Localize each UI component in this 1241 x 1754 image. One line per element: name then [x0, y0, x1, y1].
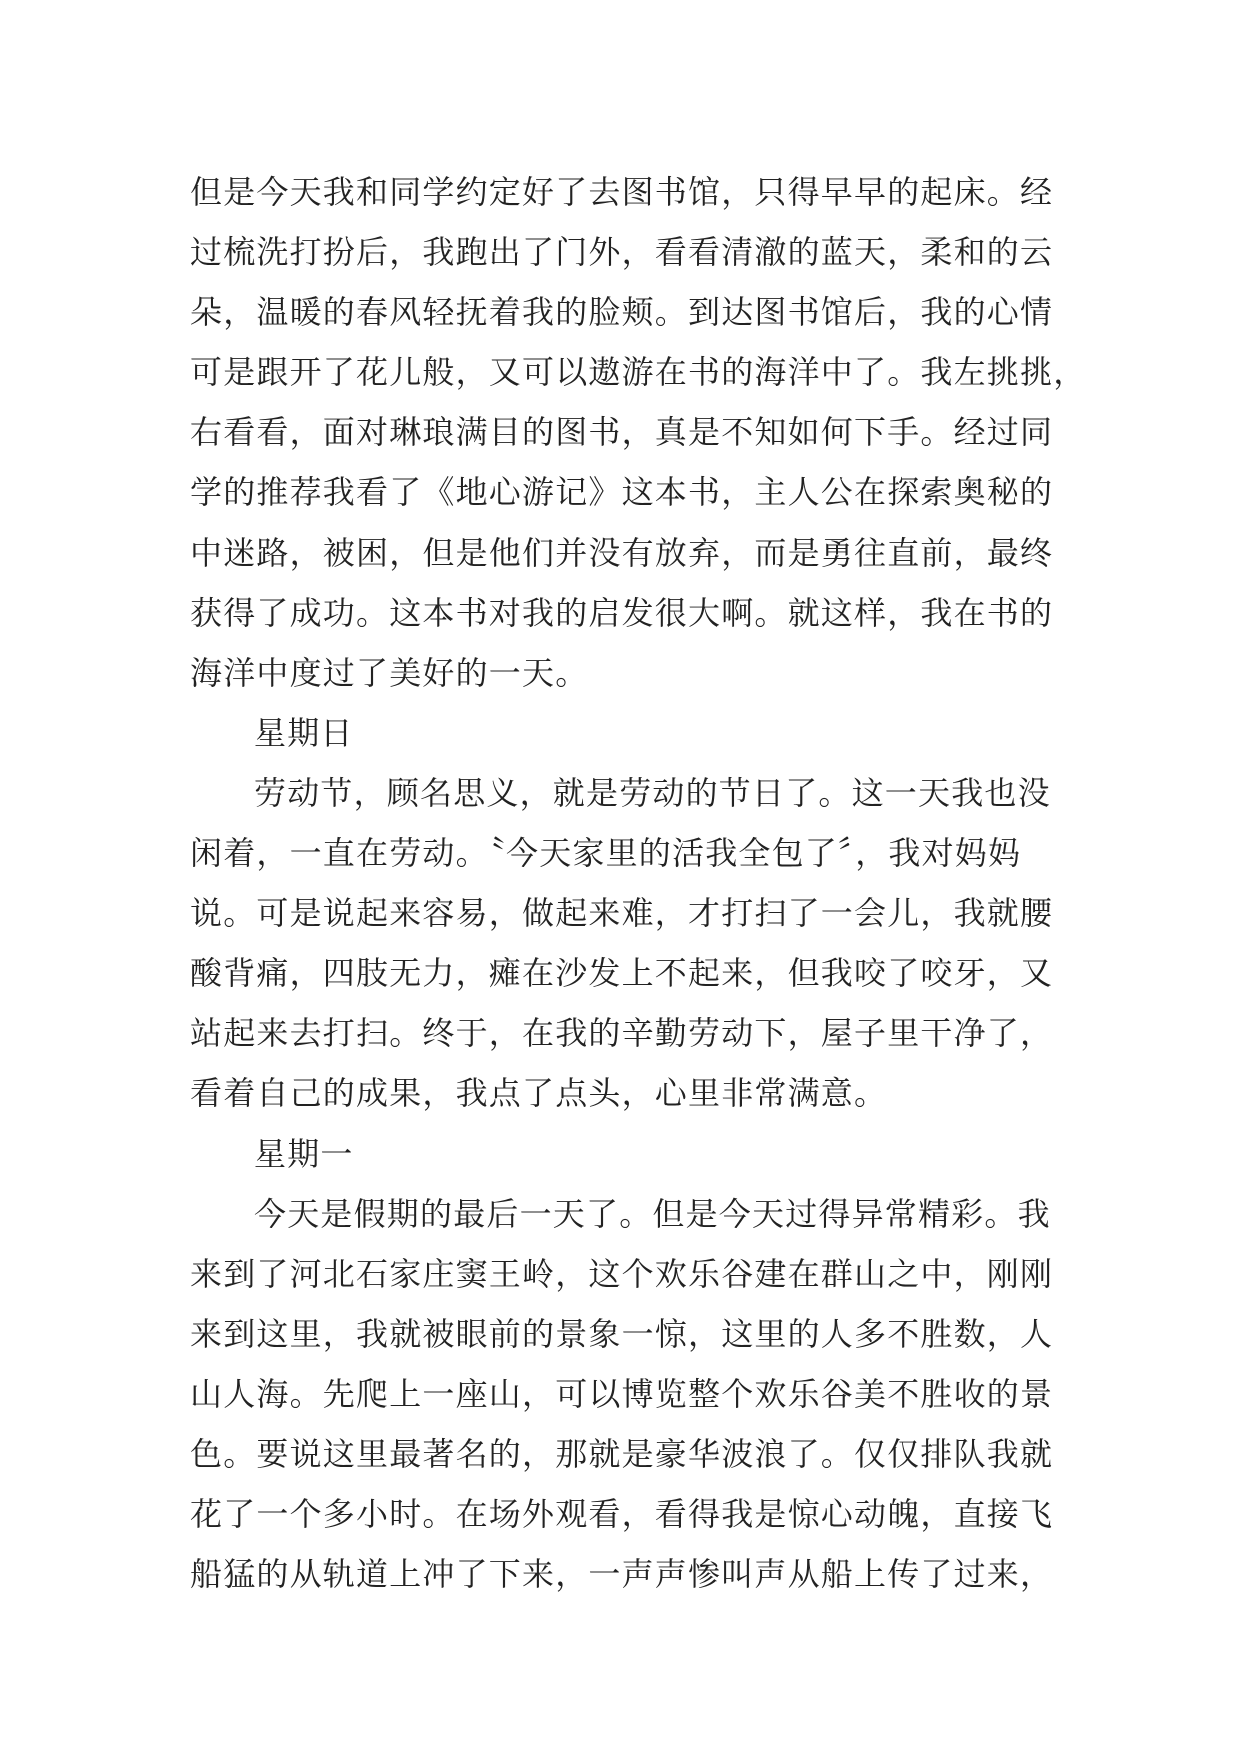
paragraph-first-line: 星期日: [254, 713, 354, 752]
document-body: [190, 162, 1087, 1604]
text-line: 闲着，一直在劳动。〝今天家里的活我全包了〞，我对妈妈: [190, 834, 1022, 873]
paragraph-first-line: 星期一: [254, 1134, 354, 1173]
text-line: 看着自己的成果，我点了点头，心里非常满意。: [190, 1074, 888, 1113]
text-line: 学的推荐我看了《地心游记》这本书，主人公在探索奥秘的: [190, 473, 1054, 512]
text-line: 可是跟开了花儿般，又可以遨游在书的海洋中了。我左挑挑，: [190, 353, 1087, 392]
text-line: 色。要说这里最著名的，那就是豪华波浪了。仅仅排队我就: [190, 1434, 1054, 1473]
text-line: 中迷路，被困，但是他们并没有放弃，而是勇往直前，最终: [190, 533, 1054, 572]
text-line: 获得了成功。这本书对我的启发很大啊。就这样，我在书的: [190, 593, 1054, 632]
text-line: 来到这里，我就被眼前的景象一惊，这里的人多不胜数，人: [190, 1314, 1054, 1353]
text-line: 山人海。先爬上一座山，可以博览整个欢乐谷美不胜收的景: [190, 1374, 1054, 1413]
text-line: 右看看，面对琳琅满目的图书，真是不知如何下手。经过同: [190, 413, 1054, 452]
text-line: 过梳洗打扮后，我跑出了门外，看看清澈的蓝天，柔和的云: [190, 233, 1054, 272]
text-line: 朵，温暖的春风轻抚着我的脸颊。到达图书馆后，我的心情: [190, 293, 1054, 332]
text-line: 海洋中度过了美好的一天。: [190, 653, 589, 692]
text-line: 船猛的从轨道上冲了下来，一声声惨叫声从船上传了过来，: [190, 1555, 1054, 1594]
paragraph-first-line: 今天是假期的最后一天了。但是今天过得异常精彩。我: [254, 1194, 1051, 1233]
paragraph-first-line: 劳动节，顾名思义，就是劳动的节日了。这一天我也没: [254, 773, 1051, 812]
text-line: 花了一个多小时。在场外观看，看得我是惊心动魄，直接飞: [190, 1495, 1054, 1534]
text-line: 但是今天我和同学约定好了去图书馆，只得早早的起床。经: [190, 173, 1054, 211]
text-line: 酸背痛，四肢无力，瘫在沙发上不起来，但我咬了咬牙，又: [190, 954, 1054, 993]
text-line: 站起来去打扫。终于，在我的辛勤劳动下，屋子里干净了，: [190, 1014, 1054, 1053]
text-line: 说。可是说起来容易，做起来难，才打扫了一会儿，我就腰: [190, 894, 1054, 933]
text-line: 来到了河北石家庄窦王岭，这个欢乐谷建在群山之中，刚刚: [190, 1254, 1054, 1293]
